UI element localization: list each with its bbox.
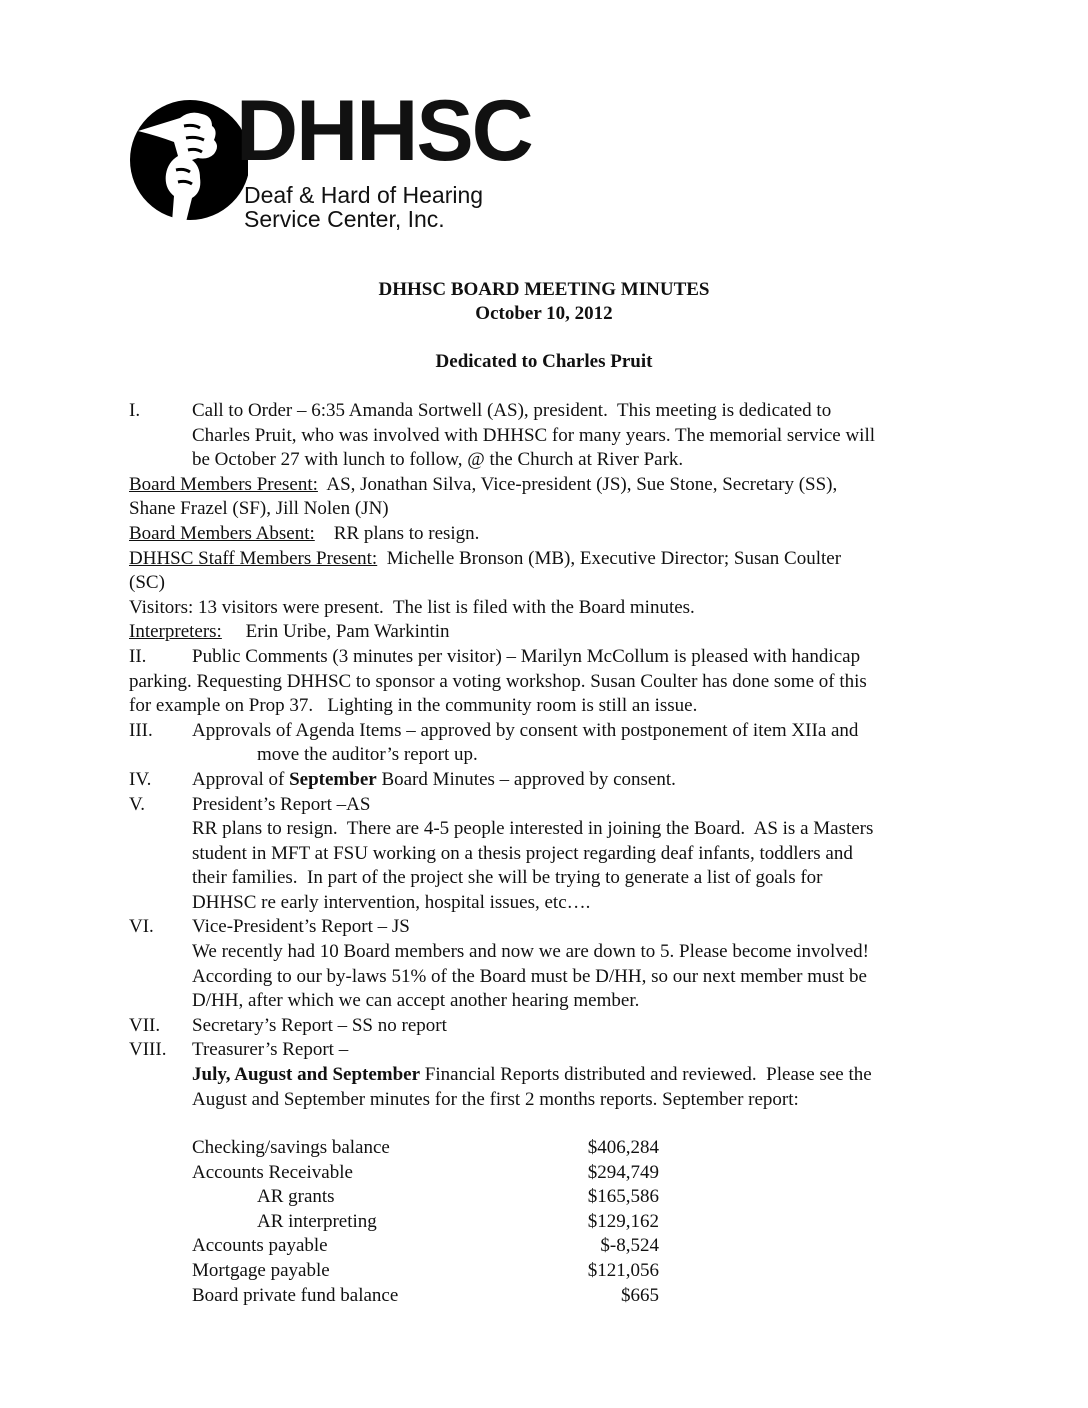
section-number: VI. bbox=[129, 916, 154, 938]
minutes-line bbox=[129, 399, 989, 424]
text-segment: parking. Requesting DHHSC to sponsor a voting workshop. Susan Coulter has done some of this bbox=[129, 670, 867, 692]
minutes-line bbox=[129, 1014, 989, 1039]
financial-value: $121,056 bbox=[587, 1259, 659, 1281]
minutes-line bbox=[129, 547, 989, 572]
section-label: DHHSC Staff Members Present: bbox=[129, 547, 378, 569]
financial-row bbox=[129, 1161, 659, 1186]
financial-row bbox=[129, 1210, 659, 1235]
dhhsc-logo bbox=[128, 83, 558, 236]
line-text bbox=[192, 768, 676, 793]
text-segment: Financial Reports distributed and reviewed. Please see the bbox=[420, 1064, 872, 1086]
line-text bbox=[192, 965, 867, 990]
financial-value: $665 bbox=[621, 1284, 659, 1306]
minutes-line bbox=[129, 571, 989, 596]
text-segment: their families. In part of the project she will be trying to generate a list of goals for bbox=[192, 867, 823, 889]
minutes-line bbox=[129, 842, 989, 867]
financial-row bbox=[129, 1259, 659, 1284]
minutes-line bbox=[129, 522, 989, 547]
text-segment: August and September minutes for the first 2 months reports. September report: bbox=[192, 1088, 799, 1110]
line-text bbox=[257, 743, 478, 768]
line-text bbox=[192, 645, 860, 670]
hands-emblem-icon bbox=[128, 96, 248, 236]
section-number: V. bbox=[129, 793, 146, 815]
minutes-line bbox=[129, 1038, 989, 1063]
line-text bbox=[192, 448, 683, 473]
text-segment: Vice-President’s Report – JS bbox=[192, 916, 410, 938]
logo-subtitle-line1: Deaf & Hard of Hearing bbox=[244, 182, 484, 208]
emphasis-text: September bbox=[289, 768, 377, 790]
financial-value: $165,586 bbox=[587, 1186, 659, 1208]
minutes-line bbox=[129, 645, 989, 670]
text-segment: RR plans to resign. There are 4-5 people interested in joining the Board. AS is a Masters bbox=[192, 818, 874, 840]
logo-subtitle-line2: Service Center, Inc. bbox=[244, 206, 445, 232]
text-segment: AS, Jonathan Silva, Vice-president (JS), Sue Stone, Secretary (SS), bbox=[317, 473, 838, 495]
minutes-line bbox=[129, 596, 989, 621]
text-segment: Public Comments (3 minutes per visitor) – Marilyn McCollum is pleased with handicap bbox=[192, 645, 861, 667]
line-text bbox=[129, 694, 697, 719]
text-segment: D/HH, after which we can accept another hearing member. bbox=[192, 990, 640, 1012]
text-segment: RR plans to resign. bbox=[314, 522, 480, 544]
section-number: III. bbox=[129, 719, 153, 741]
text-segment: for example on Prop 37. Lighting in the community room is still an issue. bbox=[129, 695, 698, 717]
text-segment: Approvals of Agenda Items – approved by consent with postponement of item XIIa and bbox=[192, 719, 859, 741]
text-segment: According to our by-laws 51% of the Board must be D/HH, so our next member must be bbox=[192, 965, 867, 987]
line-text bbox=[129, 547, 841, 572]
document-title: DHHSC BOARD MEETING MINUTES bbox=[378, 279, 710, 300]
minutes-line bbox=[129, 743, 989, 768]
minutes-line bbox=[129, 793, 989, 818]
minutes-line bbox=[129, 965, 989, 990]
line-text bbox=[192, 842, 853, 867]
section-label: Interpreters: bbox=[129, 621, 222, 643]
minutes-line bbox=[129, 915, 989, 940]
line-text bbox=[192, 1014, 447, 1039]
section-number: VIII. bbox=[129, 1039, 167, 1061]
line-text bbox=[129, 473, 837, 498]
text-segment: student in MFT at FSU working on a thesis project regarding deaf infants, toddlers and bbox=[192, 842, 853, 864]
financial-value: $129,162 bbox=[587, 1210, 659, 1232]
financial-label: Mortgage payable bbox=[192, 1259, 330, 1281]
text-segment: (SC) bbox=[129, 572, 165, 594]
minutes-line bbox=[129, 1088, 989, 1113]
line-text bbox=[192, 940, 869, 965]
line-text bbox=[192, 424, 875, 449]
minutes-body bbox=[129, 399, 989, 1112]
minutes-line bbox=[129, 719, 989, 744]
text-segment: move the auditor’s report up. bbox=[257, 744, 478, 766]
line-text bbox=[129, 522, 479, 547]
logo-wordmark: DHHSC bbox=[236, 83, 532, 179]
line-text bbox=[129, 620, 450, 645]
line-text bbox=[192, 399, 831, 424]
minutes-line bbox=[129, 694, 989, 719]
minutes-line bbox=[129, 1063, 989, 1088]
minutes-line bbox=[129, 817, 989, 842]
minutes-line bbox=[129, 940, 989, 965]
financial-summary-table bbox=[129, 1136, 659, 1308]
line-text bbox=[129, 571, 165, 596]
text-segment: Treasurer’s Report – bbox=[192, 1039, 349, 1061]
dedication-heading: Dedicated to Charles Pruit bbox=[435, 351, 653, 372]
financial-row bbox=[129, 1185, 659, 1210]
line-text bbox=[129, 497, 389, 522]
text-segment: Shane Frazel (SF), Jill Nolen (JN) bbox=[129, 498, 389, 520]
section-number: VII. bbox=[129, 1014, 161, 1036]
line-text bbox=[192, 1063, 872, 1088]
minutes-line bbox=[129, 768, 989, 793]
line-text bbox=[192, 891, 590, 916]
line-text bbox=[129, 596, 695, 621]
financial-row bbox=[129, 1136, 659, 1161]
text-segment: Erin Uribe, Pam Warkintin bbox=[221, 621, 450, 643]
line-text bbox=[192, 1038, 348, 1063]
financial-label: Accounts payable bbox=[192, 1235, 328, 1257]
minutes-line bbox=[129, 424, 989, 449]
section-number: I. bbox=[129, 400, 141, 421]
financial-label: AR interpreting bbox=[257, 1210, 377, 1232]
text-segment: Call to Order – 6:35 Amanda Sortwell (AS), president. This meeting is dedicated to bbox=[192, 400, 832, 421]
line-text bbox=[192, 866, 823, 891]
minutes-line bbox=[129, 473, 989, 498]
line-text bbox=[129, 670, 867, 695]
financial-label: Accounts Receivable bbox=[192, 1161, 353, 1183]
minutes-line bbox=[129, 866, 989, 891]
text-segment: Visitors: 13 visitors were present. The list is filed with the Board minutes. bbox=[129, 596, 695, 618]
line-text bbox=[192, 989, 639, 1014]
section-number: IV. bbox=[129, 768, 152, 790]
financial-row bbox=[129, 1284, 659, 1309]
meeting-date: October 10, 2012 bbox=[475, 303, 613, 324]
text-segment: Approval of bbox=[192, 768, 290, 790]
minutes-line bbox=[129, 989, 989, 1014]
line-text bbox=[192, 1088, 799, 1113]
line-text bbox=[192, 793, 370, 818]
text-segment: President’s Report –AS bbox=[192, 793, 371, 815]
text-segment: Michelle Bronson (MB), Executive Director; Susan Coulter bbox=[377, 547, 842, 569]
line-text bbox=[192, 915, 410, 940]
financial-value: $294,749 bbox=[587, 1161, 659, 1183]
line-text bbox=[192, 719, 858, 744]
minutes-line bbox=[129, 448, 989, 473]
financial-value: $-8,524 bbox=[600, 1235, 659, 1257]
financial-label: Board private fund balance bbox=[192, 1284, 399, 1306]
text-segment: We recently had 10 Board members and now we are down to 5. Please become involved! bbox=[192, 941, 869, 963]
emphasis-text: July, August and September bbox=[192, 1064, 421, 1086]
minutes-line bbox=[129, 620, 989, 645]
text-segment: DHHSC re early intervention, hospital issues, etc…. bbox=[192, 891, 591, 913]
line-text bbox=[192, 817, 873, 842]
section-label: Board Members Present: bbox=[129, 473, 318, 495]
minutes-line bbox=[129, 497, 989, 522]
text-segment: Secretary’s Report – SS no report bbox=[192, 1014, 447, 1036]
minutes-line bbox=[129, 891, 989, 916]
financial-label: AR grants bbox=[257, 1186, 335, 1208]
text-segment: be October 27 with lunch to follow, @ the Church at River Park. bbox=[192, 449, 684, 471]
section-number: II. bbox=[129, 645, 147, 667]
financial-value: $406,284 bbox=[587, 1137, 659, 1158]
financial-label: Checking/savings balance bbox=[192, 1137, 390, 1158]
section-label: Board Members Absent: bbox=[129, 522, 315, 544]
text-segment: Charles Pruit, who was involved with DHHSC for many years. The memorial service will bbox=[192, 424, 875, 446]
financial-row bbox=[129, 1234, 659, 1259]
minutes-line bbox=[129, 670, 989, 695]
text-segment: Board Minutes – approved by consent. bbox=[376, 768, 676, 790]
